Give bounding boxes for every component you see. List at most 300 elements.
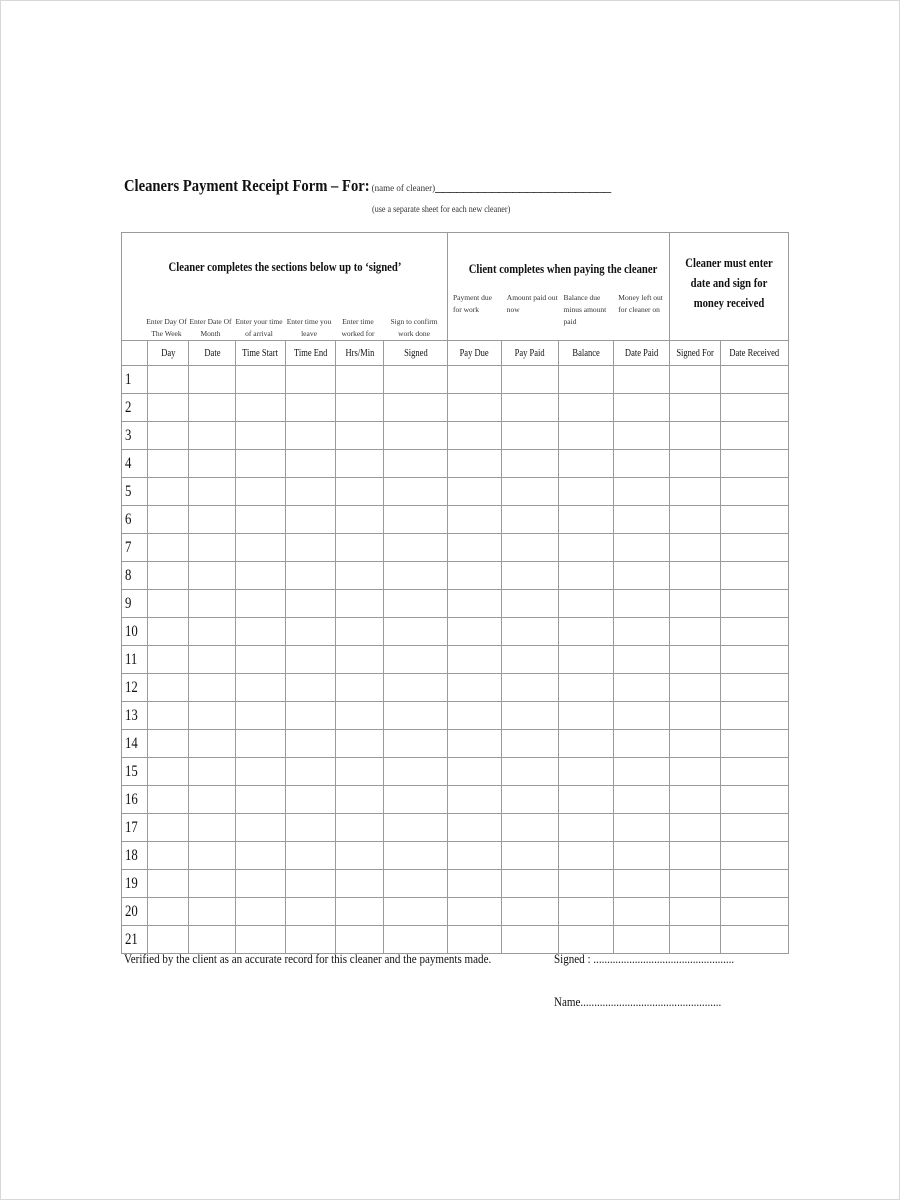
cell-date-received[interactable]: [721, 702, 789, 730]
cell-pay-due[interactable]: [448, 730, 502, 758]
row-number-label: 9: [125, 594, 132, 612]
cell-hrs-min[interactable]: [336, 758, 384, 786]
column-header-label: Hrs/Min: [345, 347, 374, 359]
cell-pay-due[interactable]: [448, 842, 502, 870]
cell-day[interactable]: [148, 590, 189, 618]
cell-signed-for[interactable]: [670, 534, 721, 562]
cell-signed-for[interactable]: [670, 842, 721, 870]
cell-hrs-min[interactable]: [336, 478, 384, 506]
cell-signed[interactable]: [384, 534, 448, 562]
cell-day[interactable]: [148, 898, 189, 926]
cell-balance[interactable]: [559, 366, 614, 394]
cell-time-end[interactable]: [286, 898, 336, 926]
cell-date-received[interactable]: [721, 422, 789, 450]
row-number: [122, 562, 148, 590]
cell-pay-paid[interactable]: [502, 926, 559, 954]
cell-pay-due[interactable]: [448, 562, 502, 590]
cell-day[interactable]: [148, 758, 189, 786]
cell-signed[interactable]: [384, 702, 448, 730]
cell-hrs-min[interactable]: [336, 506, 384, 534]
cell-pay-paid[interactable]: [502, 562, 559, 590]
cell-time-start[interactable]: [236, 702, 286, 730]
cell-pay-due[interactable]: [448, 534, 502, 562]
cell-time-start[interactable]: [236, 366, 286, 394]
cell-pay-due[interactable]: [448, 394, 502, 422]
cell-time-end[interactable]: [286, 478, 336, 506]
cell-pay-due[interactable]: [448, 422, 502, 450]
cell-date[interactable]: [189, 590, 236, 618]
cell-date-paid[interactable]: [614, 926, 670, 954]
instruction-signed: Sign to confirm work done: [390, 317, 438, 338]
cell-balance[interactable]: [559, 926, 614, 954]
cell-time-start[interactable]: [236, 842, 286, 870]
row-number: [122, 618, 148, 646]
instruction-time-end: Enter time you leave: [286, 317, 332, 338]
cell-pay-due[interactable]: [448, 450, 502, 478]
cell-signed[interactable]: [384, 422, 448, 450]
cell-time-start[interactable]: [236, 646, 286, 674]
cell-time-end[interactable]: [286, 366, 336, 394]
cell-date-paid[interactable]: [614, 674, 670, 702]
cell-pay-paid[interactable]: [502, 870, 559, 898]
cell-signed-for[interactable]: [670, 758, 721, 786]
cell-pay-due[interactable]: [448, 758, 502, 786]
cell-time-start[interactable]: [236, 562, 286, 590]
cell-time-start[interactable]: [236, 422, 286, 450]
table-row: [122, 562, 789, 590]
cell-date-paid[interactable]: [614, 562, 670, 590]
cell-time-end[interactable]: [286, 730, 336, 758]
cell-date[interactable]: [189, 786, 236, 814]
cell-hrs-min[interactable]: [336, 394, 384, 422]
cell-pay-paid[interactable]: [502, 534, 559, 562]
cell-hrs-min[interactable]: [336, 366, 384, 394]
cell-day[interactable]: [148, 394, 189, 422]
table-row: [122, 506, 789, 534]
cell-pay-paid[interactable]: [502, 646, 559, 674]
cell-signed-for[interactable]: [670, 898, 721, 926]
cell-signed[interactable]: [384, 786, 448, 814]
cell-hrs-min[interactable]: [336, 842, 384, 870]
column-header-label: Pay Due: [459, 347, 490, 359]
cell-time-end[interactable]: [286, 814, 336, 842]
name-line[interactable]: Name...................................................: [554, 994, 722, 1009]
instruction-date-paid: Money left out for cleaner on: [618, 293, 663, 314]
row-number: [122, 394, 148, 422]
cell-balance[interactable]: [559, 758, 614, 786]
cell-pay-paid[interactable]: [502, 674, 559, 702]
cell-time-start[interactable]: [236, 534, 286, 562]
cell-date-received[interactable]: [721, 870, 789, 898]
table-row: [122, 646, 789, 674]
cell-date-paid[interactable]: [614, 646, 670, 674]
cell-day[interactable]: [148, 702, 189, 730]
table-row: [122, 926, 789, 954]
cell-date[interactable]: [189, 674, 236, 702]
column-header-label: Signed: [403, 347, 428, 359]
cell-date[interactable]: [189, 450, 236, 478]
column-header-label: Date Paid: [624, 347, 659, 359]
cell-signed[interactable]: [384, 870, 448, 898]
cell-signed[interactable]: [384, 478, 448, 506]
cell-signed-for[interactable]: [670, 786, 721, 814]
cell-pay-due[interactable]: [448, 786, 502, 814]
cell-pay-due[interactable]: [448, 366, 502, 394]
row-number-label: 1: [125, 370, 132, 388]
cell-time-start[interactable]: [236, 506, 286, 534]
cell-day[interactable]: [148, 786, 189, 814]
cell-date-received[interactable]: [721, 478, 789, 506]
cell-balance[interactable]: [559, 618, 614, 646]
row-number: [122, 786, 148, 814]
cell-date-paid[interactable]: [614, 534, 670, 562]
cell-signed-for[interactable]: [670, 562, 721, 590]
cell-date-paid[interactable]: [614, 758, 670, 786]
cell-time-start[interactable]: [236, 926, 286, 954]
table-row: [122, 394, 789, 422]
cell-date-paid[interactable]: [614, 506, 670, 534]
column-header-date-received: [721, 341, 789, 366]
cell-balance[interactable]: [559, 422, 614, 450]
cell-pay-due[interactable]: [448, 590, 502, 618]
row-number-label: 10: [125, 622, 138, 640]
cell-day[interactable]: [148, 506, 189, 534]
cell-signed-for[interactable]: [670, 394, 721, 422]
cell-day[interactable]: [148, 478, 189, 506]
cell-signed-for[interactable]: [670, 366, 721, 394]
cell-date[interactable]: [189, 898, 236, 926]
cell-balance[interactable]: [559, 646, 614, 674]
cell-hrs-min[interactable]: [336, 898, 384, 926]
column-header-hrs-min: [336, 341, 384, 366]
cell-date-paid[interactable]: [614, 814, 670, 842]
cell-hrs-min[interactable]: [336, 562, 384, 590]
cell-pay-paid[interactable]: [502, 758, 559, 786]
cell-balance[interactable]: [559, 842, 614, 870]
cell-signed-for[interactable]: [670, 814, 721, 842]
cell-date[interactable]: [189, 422, 236, 450]
cell-date-received[interactable]: [721, 674, 789, 702]
cell-pay-due[interactable]: [448, 506, 502, 534]
cell-hrs-min[interactable]: [336, 786, 384, 814]
cell-balance[interactable]: [559, 814, 614, 842]
table-row: [122, 870, 789, 898]
cell-time-end[interactable]: [286, 786, 336, 814]
cell-day[interactable]: [148, 870, 189, 898]
table-row: [122, 702, 789, 730]
cell-date-paid[interactable]: [614, 422, 670, 450]
cell-balance[interactable]: [559, 898, 614, 926]
cell-time-end[interactable]: [286, 562, 336, 590]
cell-signed[interactable]: [384, 758, 448, 786]
cell-hrs-min[interactable]: [336, 590, 384, 618]
cell-hrs-min[interactable]: [336, 534, 384, 562]
cell-hrs-min[interactable]: [336, 646, 384, 674]
cell-pay-paid[interactable]: [502, 814, 559, 842]
cell-date[interactable]: [189, 618, 236, 646]
cell-pay-paid[interactable]: [502, 842, 559, 870]
cell-date-paid[interactable]: [614, 870, 670, 898]
cell-balance[interactable]: [559, 562, 614, 590]
cell-pay-paid[interactable]: [502, 394, 559, 422]
cell-time-start[interactable]: [236, 590, 286, 618]
cell-pay-paid[interactable]: [502, 786, 559, 814]
cell-date[interactable]: [189, 478, 236, 506]
table-row: [122, 534, 789, 562]
separate-sheet-note: (use a separate sheet for each new cleaner): [372, 204, 511, 214]
cell-signed-for[interactable]: [670, 646, 721, 674]
cell-date-received[interactable]: [721, 590, 789, 618]
cell-time-start[interactable]: [236, 758, 286, 786]
cell-hrs-min[interactable]: [336, 814, 384, 842]
cell-pay-paid[interactable]: [502, 618, 559, 646]
name-of-cleaner-note: (name of cleaner): [371, 183, 436, 193]
cell-date[interactable]: [189, 394, 236, 422]
cell-time-end[interactable]: [286, 870, 336, 898]
cell-balance[interactable]: [559, 394, 614, 422]
cell-time-end[interactable]: [286, 394, 336, 422]
cell-time-end[interactable]: [286, 674, 336, 702]
cell-time-start[interactable]: [236, 898, 286, 926]
cell-date-received[interactable]: [721, 534, 789, 562]
cell-day[interactable]: [148, 450, 189, 478]
cell-date[interactable]: [189, 758, 236, 786]
column-header-label: Time End: [293, 347, 328, 359]
cell-time-start[interactable]: [236, 478, 286, 506]
row-number: [122, 674, 148, 702]
cell-time-start[interactable]: [236, 618, 286, 646]
cell-signed-for[interactable]: [670, 506, 721, 534]
cell-date[interactable]: [189, 562, 236, 590]
cell-date[interactable]: [189, 842, 236, 870]
cell-day[interactable]: [148, 646, 189, 674]
cell-date-received[interactable]: [721, 842, 789, 870]
cell-hrs-min[interactable]: [336, 926, 384, 954]
cell-pay-paid[interactable]: [502, 422, 559, 450]
cell-pay-paid[interactable]: [502, 702, 559, 730]
cell-time-end[interactable]: [286, 758, 336, 786]
cell-day[interactable]: [148, 562, 189, 590]
row-number-label: 6: [125, 510, 132, 528]
column-header-row: [122, 341, 789, 366]
cell-pay-due[interactable]: [448, 618, 502, 646]
cell-pay-paid[interactable]: [502, 478, 559, 506]
cell-time-end[interactable]: [286, 926, 336, 954]
cell-date-paid[interactable]: [614, 366, 670, 394]
cell-pay-due[interactable]: [448, 814, 502, 842]
cell-day[interactable]: [148, 618, 189, 646]
row-number: [122, 646, 148, 674]
cell-date-received[interactable]: [721, 926, 789, 954]
cell-pay-paid[interactable]: [502, 898, 559, 926]
cell-date-paid[interactable]: [614, 730, 670, 758]
cell-time-end[interactable]: [286, 422, 336, 450]
row-number-label: 7: [125, 538, 132, 556]
cell-pay-paid[interactable]: [502, 366, 559, 394]
cell-date-paid[interactable]: [614, 450, 670, 478]
cell-date[interactable]: [189, 730, 236, 758]
cell-time-start[interactable]: [236, 814, 286, 842]
cell-time-end[interactable]: [286, 646, 336, 674]
cell-date[interactable]: [189, 646, 236, 674]
cell-signed[interactable]: [384, 366, 448, 394]
row-number-label: 17: [125, 818, 138, 836]
cell-pay-due[interactable]: [448, 478, 502, 506]
cell-pay-due[interactable]: [448, 898, 502, 926]
cell-signed[interactable]: [384, 562, 448, 590]
cell-signed-for[interactable]: [670, 618, 721, 646]
cell-signed[interactable]: [384, 590, 448, 618]
table-row: [122, 618, 789, 646]
cell-time-end[interactable]: [286, 450, 336, 478]
cell-balance[interactable]: [559, 590, 614, 618]
cell-date-received[interactable]: [721, 898, 789, 926]
cell-balance[interactable]: [559, 702, 614, 730]
cell-balance[interactable]: [559, 870, 614, 898]
cell-date-received[interactable]: [721, 450, 789, 478]
cleaner-name-line[interactable]: _________________________: [435, 178, 611, 195]
cell-hrs-min[interactable]: [336, 674, 384, 702]
cell-date[interactable]: [189, 506, 236, 534]
cell-signed[interactable]: [384, 506, 448, 534]
cell-date-received[interactable]: [721, 730, 789, 758]
cell-signed-for[interactable]: [670, 702, 721, 730]
instruction-day: Enter Day Of The Week: [146, 317, 187, 338]
cell-day[interactable]: [148, 674, 189, 702]
cell-signed-for[interactable]: [670, 730, 721, 758]
cell-date[interactable]: [189, 870, 236, 898]
cell-signed-for[interactable]: [670, 590, 721, 618]
cell-day[interactable]: [148, 814, 189, 842]
cell-day[interactable]: [148, 926, 189, 954]
cell-date-received[interactable]: [721, 786, 789, 814]
cell-balance[interactable]: [559, 450, 614, 478]
column-header-label: Day: [160, 347, 176, 359]
cell-signed[interactable]: [384, 646, 448, 674]
row-number-label: 18: [125, 846, 138, 864]
cell-balance[interactable]: [559, 786, 614, 814]
cell-hrs-min[interactable]: [336, 450, 384, 478]
cell-date[interactable]: [189, 534, 236, 562]
cell-signed[interactable]: [384, 674, 448, 702]
cell-pay-paid[interactable]: [502, 590, 559, 618]
cell-time-end[interactable]: [286, 534, 336, 562]
cell-signed[interactable]: [384, 730, 448, 758]
cell-time-end[interactable]: [286, 506, 336, 534]
row-number: [122, 730, 148, 758]
cell-time-start[interactable]: [236, 394, 286, 422]
cell-date-received[interactable]: [721, 646, 789, 674]
cell-day[interactable]: [148, 534, 189, 562]
cell-signed[interactable]: [384, 618, 448, 646]
cell-date-paid[interactable]: [614, 786, 670, 814]
cell-day[interactable]: [148, 422, 189, 450]
cell-hrs-min[interactable]: [336, 618, 384, 646]
cell-pay-due[interactable]: [448, 870, 502, 898]
cell-time-end[interactable]: [286, 842, 336, 870]
cell-time-end[interactable]: [286, 590, 336, 618]
cell-signed-for[interactable]: [670, 450, 721, 478]
cell-balance[interactable]: [559, 478, 614, 506]
cell-date-received[interactable]: [721, 618, 789, 646]
cell-signed-for[interactable]: [670, 674, 721, 702]
cell-time-start[interactable]: [236, 870, 286, 898]
cell-date-received[interactable]: [721, 562, 789, 590]
cell-hrs-min[interactable]: [336, 702, 384, 730]
cell-signed[interactable]: [384, 842, 448, 870]
column-header-signed-for: [670, 341, 721, 366]
cell-date[interactable]: [189, 814, 236, 842]
cell-date-received[interactable]: [721, 366, 789, 394]
signature-line[interactable]: Signed : ...................................................: [554, 951, 735, 966]
cell-date-paid[interactable]: [614, 842, 670, 870]
cell-date-received[interactable]: [721, 758, 789, 786]
cell-signed[interactable]: [384, 898, 448, 926]
cell-date-received[interactable]: [721, 814, 789, 842]
cell-signed-for[interactable]: [670, 926, 721, 954]
cell-signed[interactable]: [384, 926, 448, 954]
cell-date[interactable]: [189, 926, 236, 954]
row-number: [122, 870, 148, 898]
cell-pay-due[interactable]: [448, 926, 502, 954]
table-row: [122, 842, 789, 870]
row-number-label: 16: [125, 790, 138, 808]
cell-time-end[interactable]: [286, 702, 336, 730]
cell-balance[interactable]: [559, 674, 614, 702]
cell-time-start[interactable]: [236, 674, 286, 702]
cell-date[interactable]: [189, 366, 236, 394]
cell-date-paid[interactable]: [614, 702, 670, 730]
row-number: [122, 534, 148, 562]
cell-date-received[interactable]: [721, 506, 789, 534]
cell-time-end[interactable]: [286, 618, 336, 646]
cell-pay-due[interactable]: [448, 702, 502, 730]
row-number-label: 15: [125, 762, 138, 780]
cell-date-paid[interactable]: [614, 478, 670, 506]
cell-pay-paid[interactable]: [502, 506, 559, 534]
cell-signed[interactable]: [384, 450, 448, 478]
cell-balance[interactable]: [559, 506, 614, 534]
cell-time-start[interactable]: [236, 786, 286, 814]
cell-date-paid[interactable]: [614, 618, 670, 646]
cell-balance[interactable]: [559, 534, 614, 562]
cell-signed-for[interactable]: [670, 870, 721, 898]
cell-pay-paid[interactable]: [502, 450, 559, 478]
cell-pay-due[interactable]: [448, 646, 502, 674]
cell-time-start[interactable]: [236, 730, 286, 758]
cell-pay-due[interactable]: [448, 674, 502, 702]
cell-date-paid[interactable]: [614, 590, 670, 618]
cell-date-paid[interactable]: [614, 394, 670, 422]
cell-balance[interactable]: [559, 730, 614, 758]
cell-hrs-min[interactable]: [336, 422, 384, 450]
cell-signed[interactable]: [384, 814, 448, 842]
cell-date-received[interactable]: [721, 394, 789, 422]
cell-hrs-min[interactable]: [336, 730, 384, 758]
cell-signed-for[interactable]: [670, 422, 721, 450]
table-row: [122, 422, 789, 450]
cell-signed[interactable]: [384, 394, 448, 422]
cell-day[interactable]: [148, 366, 189, 394]
cell-day[interactable]: [148, 730, 189, 758]
cell-date-paid[interactable]: [614, 898, 670, 926]
cell-pay-paid[interactable]: [502, 730, 559, 758]
cell-day[interactable]: [148, 842, 189, 870]
cell-signed-for[interactable]: [670, 478, 721, 506]
cell-time-start[interactable]: [236, 450, 286, 478]
cell-date[interactable]: [189, 702, 236, 730]
cell-hrs-min[interactable]: [336, 870, 384, 898]
